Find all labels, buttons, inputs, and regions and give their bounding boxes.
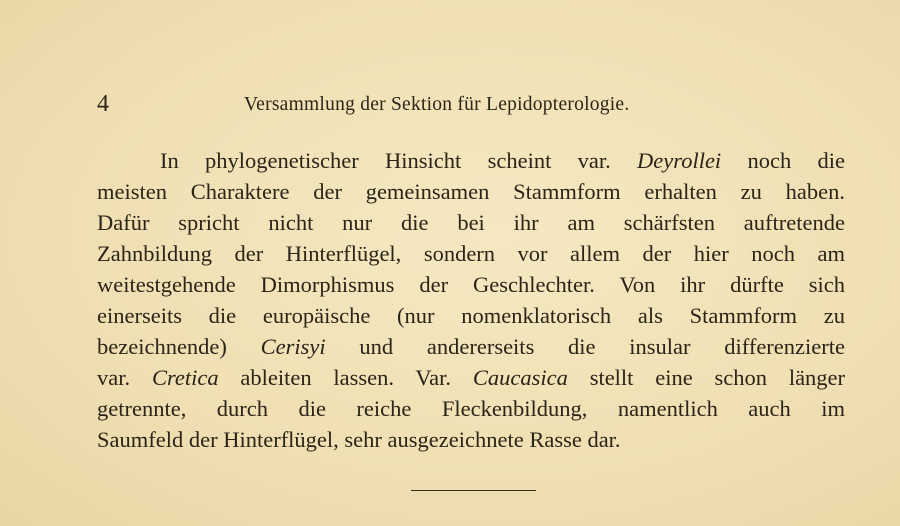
text-line-6: einerseits die europäische (nur nomenklatorisch als Stammform zu — [97, 303, 845, 328]
taxon-name: Caucasica — [472, 365, 568, 390]
text-line-9: getrennte, durch die reiche Fleckenbildung, namentlich auch im — [97, 396, 845, 421]
text-line-4: Zahnbildung der Hinterflügel, sondern vor allem der hier noch am — [97, 241, 845, 266]
text-line-8: var. Cretica ableiten lassen. Var. Caucasica stellt eine schon länger — [97, 365, 846, 390]
section-divider — [411, 490, 536, 491]
text-line-10: Saumfeld der Hinterflügel, sehr ausgezeichnete Rasse dar. — [97, 427, 621, 452]
page-number: 4 — [97, 91, 109, 117]
taxon-name: Cerisyi — [260, 334, 326, 359]
text-line-5: weitestgehende Dimorphismus der Geschlechter. Von ihr dürfte sich — [97, 272, 845, 297]
text-line-1: In phylogenetischer Hinsicht scheint var. Deyrollei noch die — [160, 148, 846, 173]
taxon-name: Cretica — [151, 365, 219, 390]
text-line-7: bezeichnende) Cerisyi und andererseits die insular differenzierte — [97, 334, 845, 359]
running-head: Versammlung der Sektion für Lepidopterologie. — [244, 94, 630, 115]
text-line-3: Dafür spricht nicht nur die bei ihr am schärfsten auftretende — [97, 210, 845, 235]
text-line-2: meisten Charaktere der gemeinsamen Stammform erhalten zu haben. — [97, 179, 845, 204]
body-paragraph — [97, 145, 845, 455]
taxon-name: Deyrollei — [637, 148, 722, 173]
page-header — [97, 88, 845, 120]
